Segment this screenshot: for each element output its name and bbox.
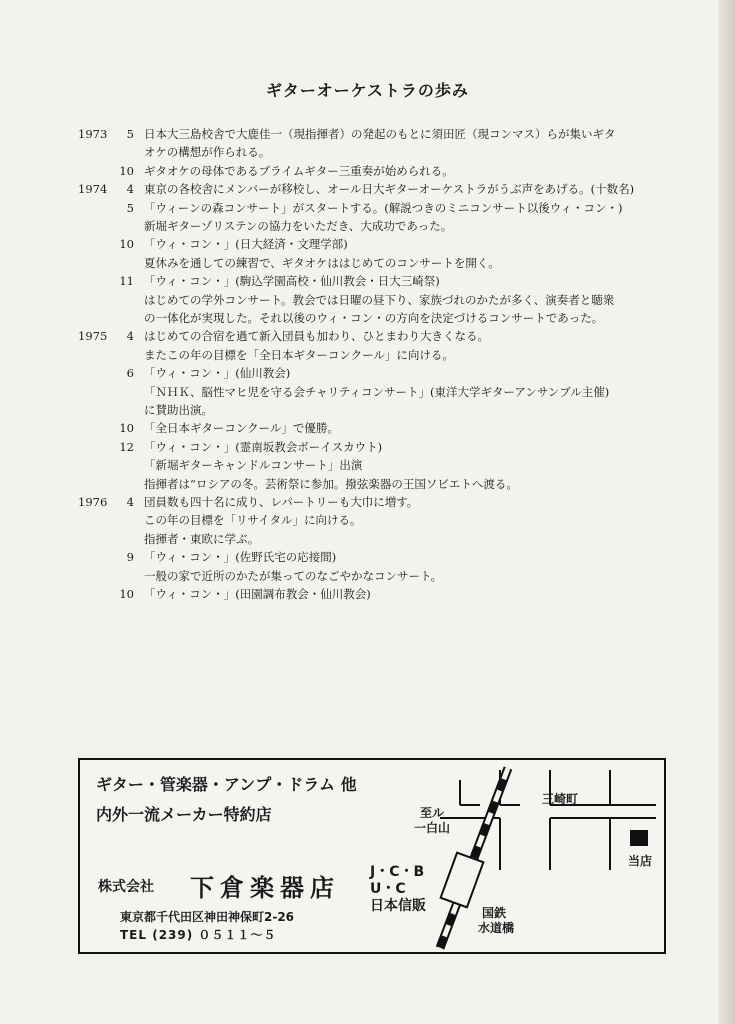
timeline-text: の一体化が実現した。それ以後のウィ・コン・の方向を決定づけるコンサートであった。 xyxy=(144,311,604,325)
ad-dealer-line: 内外一流メーカー特約店 xyxy=(96,805,272,824)
timeline-text: 「新堀ギターキャンドルコンサート」出演 xyxy=(144,458,363,473)
timeline-row xyxy=(0,511,735,530)
timeline-text: 「ウィ・コン・」(霊南坂教会ボーイスカウト) xyxy=(144,439,383,454)
timeline-year: 1975 xyxy=(78,329,108,344)
timeline-row xyxy=(0,585,735,604)
timeline-text: 「ＮＨＫ、脳性マヒ児を守る会チャリティコンサート」(東洋大学ギターアンサンブル主催) xyxy=(144,384,610,399)
timeline-text: 「ウィ・コン・」(日大経済・文理学部) xyxy=(144,237,348,252)
timeline-text: 「ウィ・コン・」(仙川教会) xyxy=(144,366,291,381)
ad-card-nihon-shinpan: 日本信販 xyxy=(370,898,426,914)
ad-card-jcb: J・C・B xyxy=(370,864,425,880)
timeline-row xyxy=(0,419,735,438)
map-label-to-2: 一白山 xyxy=(414,821,451,835)
timeline-month: 4 xyxy=(126,329,134,344)
timeline-year: 1973 xyxy=(78,127,108,141)
timeline-month: 10 xyxy=(119,587,134,601)
timeline-row xyxy=(0,235,735,254)
timeline-row xyxy=(0,125,735,144)
ad-card-uc: U・C xyxy=(370,881,406,897)
store-marker xyxy=(630,830,648,846)
timeline-text: オケの構想が作られる。 xyxy=(144,145,271,160)
timeline-month: 9 xyxy=(126,550,134,565)
station-building xyxy=(441,853,484,908)
timeline-row xyxy=(0,493,735,512)
timeline-row xyxy=(0,383,735,402)
timeline-month: 11 xyxy=(119,274,134,289)
timeline-row xyxy=(0,364,735,383)
timeline-month: 10 xyxy=(119,163,134,178)
map-label-jnr: 国鉄 xyxy=(482,906,507,920)
timeline-month: 6 xyxy=(126,366,134,381)
timeline-text: 「ウィ・コン・」(佐野氏宅の応接間) xyxy=(144,550,337,565)
timeline-text: に賛助出演。 xyxy=(144,403,213,417)
ad-products-line: ギター・管楽器・アンプ・ドラム 他 xyxy=(96,775,357,794)
ad-address: 東京都千代田区神田神保町2-26 xyxy=(120,910,295,924)
timeline-text: この年の目標を「リサイタル」に向ける。 xyxy=(144,513,362,528)
ad-store-name: 下倉楽器店 xyxy=(190,874,340,902)
timeline-month: 5 xyxy=(126,127,134,141)
timeline-month: 10 xyxy=(119,237,134,252)
timeline-row xyxy=(0,309,735,328)
timeline-row xyxy=(0,254,735,273)
map-label-to-1: 至ル xyxy=(420,806,445,820)
timeline-text: はじめての合宿を過て新入団員も加わり、ひとまわり大きくなる。 xyxy=(144,329,489,344)
timeline-row xyxy=(0,162,735,181)
timeline-text: 日本大三島校舎で大鹿佳一（現指揮者）の発起のもとに須田匠（現コンマス）らが集いギタ xyxy=(144,127,616,141)
timeline-text: ギタオケの母体であるプライムギター三重奏が始められる。 xyxy=(144,163,454,178)
timeline-row xyxy=(0,180,735,199)
timeline-row xyxy=(0,346,735,365)
timeline-row xyxy=(0,475,735,494)
timeline-month: 5 xyxy=(126,200,134,215)
timeline-text: 「全日本ギターコンクール」で優勝。 xyxy=(144,421,339,436)
timeline-row xyxy=(0,438,735,457)
timeline-row xyxy=(0,199,735,218)
map-label-misakicho: 三崎町 xyxy=(542,792,579,806)
advertisement-box xyxy=(78,758,666,954)
map-label-suidobashi: 水道橋 xyxy=(478,921,515,935)
timeline-row xyxy=(0,272,735,291)
ad-telephone: TEL (239) ０５１１～５ xyxy=(120,928,277,942)
ad-company-type: 株式会社 xyxy=(98,879,154,895)
timeline-row xyxy=(0,143,735,162)
timeline-row xyxy=(0,567,735,586)
timeline-text: 東京の各校舎にメンバーが移校し、オール日大ギターオーケストラがうぶ声をあげる。(十数名) xyxy=(144,182,635,197)
timeline-row xyxy=(0,530,735,549)
timeline-year: 1974 xyxy=(78,182,108,197)
store-map xyxy=(80,760,664,952)
page-title: ギターオーケストラの歩み xyxy=(266,81,469,100)
timeline-month: 4 xyxy=(126,495,134,509)
timeline-month: 10 xyxy=(119,421,134,436)
timeline-text: またこの年の目標を「全日本ギターコンクール」に向ける。 xyxy=(144,347,454,362)
timeline-text: はじめての学外コンサート。教会では日曜の昼下り、家族づれのかたが多く、演奏者と聴衆 xyxy=(144,292,615,307)
timeline-text: 「ウィーンの森コンサート」がスタートする。(解説つきのミニコンサート以後ウィ・コン・) xyxy=(144,200,623,215)
timeline-text: 夏休みを通しての練習で、ギタオケははじめてのコンサートを開く。 xyxy=(144,255,500,270)
timeline-text: 新堀ギターゾリステンの協力をいただき、大成功であった。 xyxy=(144,219,453,233)
timeline-month: 4 xyxy=(126,182,134,197)
map-label-store: 当店 xyxy=(628,854,653,868)
timeline-row xyxy=(0,456,735,475)
timeline-text: 指揮者・東欧に学ぶ。 xyxy=(144,531,260,546)
timeline-row xyxy=(0,327,735,346)
timeline-text: 指揮者は“ロシアの冬。芸術祭に参加。撥弦楽器の王国ソビエトへ渡る。 xyxy=(144,476,518,491)
timeline-row xyxy=(0,217,735,236)
timeline-text: 一般の家で近所のかたが集ってのなごやかなコンサート。 xyxy=(144,568,442,583)
timeline-row xyxy=(0,291,735,310)
timeline-row xyxy=(0,548,735,567)
timeline-month: 12 xyxy=(119,439,134,454)
timeline-text: 団員数も四十名に成り、レパートリーも大巾に増す。 xyxy=(144,495,419,509)
timeline-row xyxy=(0,401,735,420)
timeline-year: 1976 xyxy=(78,495,108,509)
timeline-text: 「ウィ・コン・」(田園調布教会・仙川教会) xyxy=(144,587,371,601)
timeline-text: 「ウィ・コン・」(駒込学園高校・仙川教会・日大三崎祭) xyxy=(144,274,440,289)
